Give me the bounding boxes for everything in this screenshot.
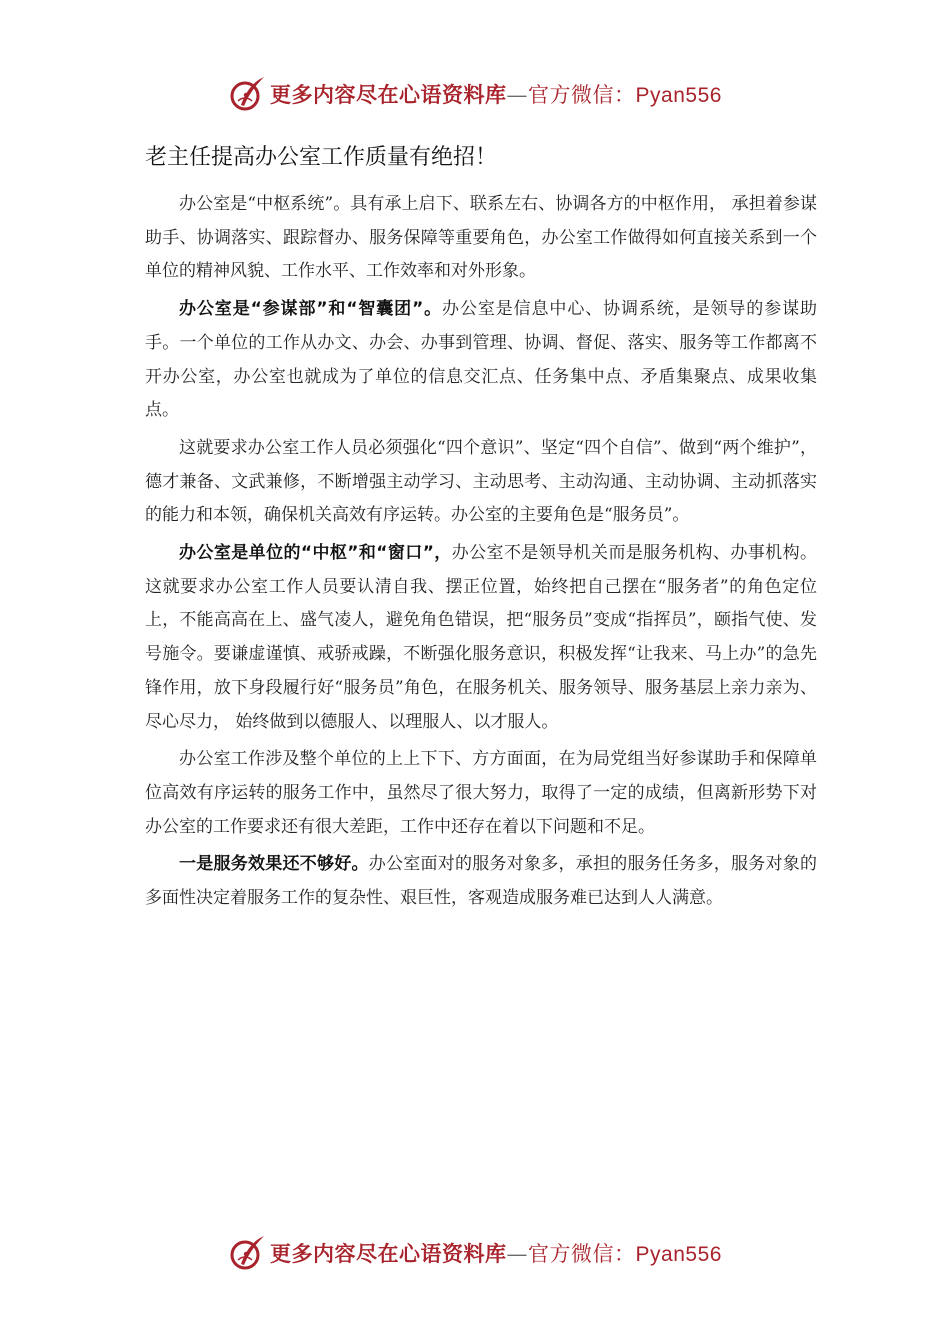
paragraph-2-text: 办公室是信息中心、协调系统，是领导的参谋助手。一个单位的工作从办文、办会、办事到管理、协调、督促、落实、服务等工作都离不开办公室，办公室也就成为了单位的信息交汇点、任务集中点、矛盾集聚点、成果收集点。	[145, 299, 817, 421]
document-body	[145, 188, 817, 920]
paragraph-3-text: 这就要求办公室工作人员必须强化“四个意识”、坚定“四个自信”、做到“两个维护”，德才兼备、文武兼修，不断增强主动学习、主动思考、主动沟通、主动协调、主动抓落实的能力和本领，确保机关高效有序运转。办公室的主要角色是“服务员”。	[145, 437, 817, 526]
footer-banner	[0, 1231, 950, 1275]
paragraph-6-lead: 一是服务效果还不够好。	[179, 854, 369, 875]
paragraph-4	[145, 537, 817, 739]
paragraph-3	[145, 432, 817, 533]
paragraph-1-text: 办公室是“中枢系统”。具有承上启下、联系左右、协调各方的中枢作用， 承担着参谋助手、协调落实、跟踪督办、服务保障等重要角色，办公室工作做得如何直接关系到一个单位的精神风貌、工作水平、工作效率和对外形象。	[145, 194, 817, 282]
footer-banner-text	[270, 1238, 722, 1268]
header-wechat-id: Pyan556	[635, 84, 722, 107]
paragraph-1	[145, 188, 817, 289]
paragraph-2	[145, 293, 817, 428]
header-banner-main-text: 更多内容尽在心语资料库	[270, 82, 507, 107]
footer-banner-main-text: 更多内容尽在心语资料库	[270, 1241, 507, 1266]
paragraph-4-lead: 办公室是单位的“中枢”和“窗口”，	[179, 543, 452, 564]
quill-pen-logo-icon	[228, 1233, 268, 1273]
quill-pen-logo-icon	[228, 74, 268, 114]
paragraph-5-text: 办公室工作涉及整个单位的上上下下、方方面面，在为局党组当好参谋助手和保障单位高效有序运转的服务工作中，虽然尽了很大努力，取得了一定的成绩，但离新形势下对办公室的工作要求还有很大差距，工作中还存在着以下问题和不足。	[145, 749, 817, 837]
document-title: 老主任提高办公室工作质量有绝招！	[145, 145, 498, 170]
paragraph-6-text: 办公室面对的服务对象多，承担的服务任务多，服务对象的多面性决定着服务工作的复杂性、艰巨性，客观造成服务难已达到人人满意。	[145, 854, 817, 909]
header-banner	[0, 72, 950, 116]
paragraph-6	[145, 848, 817, 915]
footer-banner-separator: —	[506, 1242, 529, 1266]
footer-wechat-label: 官方微信：	[528, 1242, 636, 1266]
paragraph-5	[145, 743, 817, 844]
header-banner-text	[270, 79, 722, 109]
paragraph-4-text: 办公室不是领导机关而是服务机构、办事机构。这就要求办公室工作人员要认清自我、摆正位置，始终把自己摆在“服务者”的角色定位上，不能高高在上、盛气凌人，避免角色错误，把“服务员”变成“指挥员”，颐指气使、发号施令。要谦虚谨慎、戒骄戒躁，不断强化服务意识，积极发挥“让我来、马上办”的急先锋作用，放下身段履行好“服务员”角色，在服务机关、服务领导、服务基层上亲力亲为、尽心尽力， 始终做到以德服人、以理服人、以才服人。	[145, 543, 818, 732]
paragraph-2-lead: 办公室是“参谋部”和“智囊团”。	[179, 299, 443, 320]
footer-wechat-id: Pyan556	[635, 1243, 722, 1266]
header-banner-separator: —	[506, 83, 529, 107]
header-wechat-label: 官方微信：	[528, 83, 636, 107]
